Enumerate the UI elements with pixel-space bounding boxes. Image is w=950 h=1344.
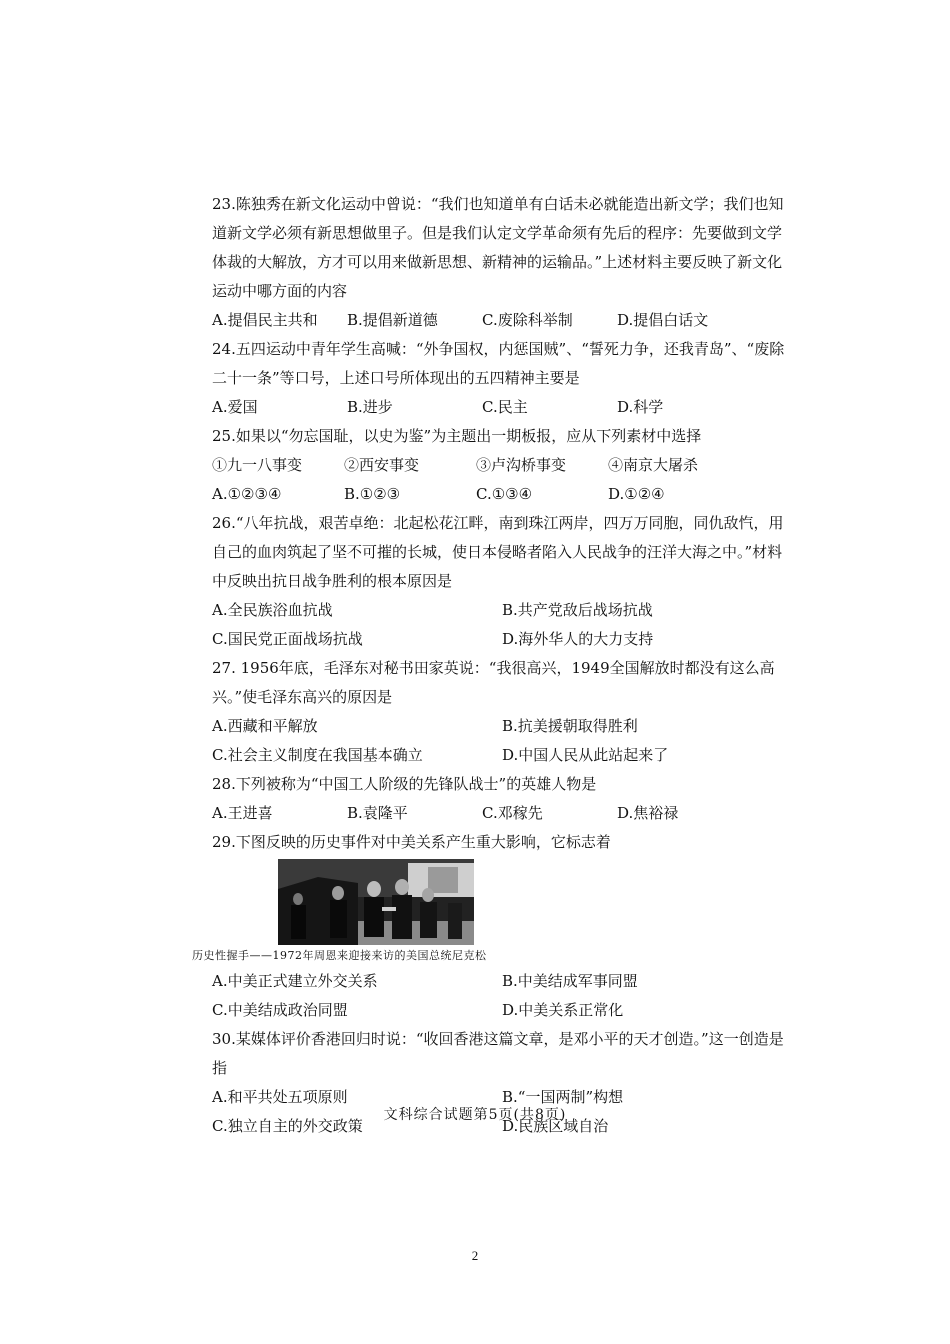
question-25-stem: 25.如果以“勿忘国耻，以史为鉴”为主题出一期板报，应从下列素材中选择	[212, 427, 702, 445]
page-number: 2	[471, 1248, 479, 1263]
question-30-stem: 30.某媒体评价香港回归时说：“收回香港这篇文章，是邓小平的天才创造。”这一创造是指	[212, 1030, 784, 1077]
option-c: C.①③④	[476, 485, 533, 503]
option-a: A.王进喜	[212, 804, 273, 822]
question-list	[192, 190, 792, 1141]
question-28-options	[212, 799, 792, 828]
option-d: D.中国人民从此站起来了	[502, 746, 669, 764]
handshake-photo-image	[278, 859, 474, 945]
exam-footer: 文科综合试题第5页(共8页)	[383, 1107, 567, 1123]
question-26-stem: 26.“八年抗战，艰苦卓绝：北起松花江畔，南到珠江两岸，四万万同胞，同仇敌忾，用自己的血肉筑起了坚不可摧的长城，使日本侵略者陷入人民战争的汪洋大海之中。”材料中反映出抗日战争胜利的根本原因是	[212, 514, 784, 590]
option-b: B.中美结成军事同盟	[502, 972, 638, 990]
material-4: ④南京大屠杀	[608, 456, 699, 474]
option-b: B.①②③	[344, 485, 401, 503]
question-25-materials	[212, 451, 792, 480]
question-25-options	[212, 480, 792, 509]
option-a: A.和平共处五项原则	[212, 1088, 348, 1106]
photo-caption: 历史性握手——1972年周恩来迎接来访的美国总统尼克松	[192, 949, 487, 962]
option-b: B.共产党敌后战场抗战	[502, 601, 653, 619]
option-c: C.废除科举制	[482, 311, 573, 329]
option-d: D.海外华人的大力支持	[502, 630, 654, 648]
option-b: B.袁隆平	[347, 804, 408, 822]
question-24-options	[212, 393, 792, 422]
question-28-stem: 28.下列被称为“中国工人阶级的先锋队战士”的英雄人物是	[212, 775, 597, 793]
question-23-options	[212, 306, 792, 335]
option-c: C.中美结成政治同盟	[212, 1001, 348, 1019]
option-b: B.提倡新道德	[347, 311, 438, 329]
material-2: ②西安事变	[344, 456, 420, 474]
question-27-options-row2	[212, 741, 792, 770]
option-a: A.提倡民主共和	[212, 311, 318, 329]
question-27-options-row1	[212, 712, 792, 741]
option-c: C.国民党正面战场抗战	[212, 630, 363, 648]
option-a: A.爱国	[212, 398, 258, 416]
option-a: A.西藏和平解放	[212, 717, 318, 735]
option-c: C.社会主义制度在我国基本确立	[212, 746, 423, 764]
question-29-options-row2	[212, 996, 792, 1025]
question-24-stem: 24.五四运动中青年学生高喊：“外争国权，内惩国贼”、“誓死力争，还我青岛”、“废除二十一条”等口号，上述口号所体现出的五四精神主要是	[212, 340, 785, 387]
option-c: C.独立自主的外交政策	[212, 1117, 363, 1135]
question-27-stem: 27. 1956年底，毛泽东对秘书田家英说：“我很高兴，1949全国解放时都没有这么高兴。”使毛泽东高兴的原因是	[212, 659, 775, 706]
option-d: D.提倡白话文	[617, 311, 709, 329]
material-1: ①九一八事变	[212, 456, 303, 474]
question-23-stem: 23.陈独秀在新文化运动中曾说：“我们也知道单有白话未必就能造出新文学；我们也知道新文学必须有新思想做里子。但是我们认定文学革命须有先后的程序：先要做到文学体裁的大解放，方才可以用来做新思想、新精神的运输品。”上述材料主要反映了新文化运动中哪方面的内容	[212, 195, 784, 300]
option-d: D.①②④	[608, 485, 665, 503]
handshake-photo	[278, 859, 474, 945]
option-c: C.邓稼先	[482, 804, 543, 822]
question-26-options-row2	[212, 625, 792, 654]
option-a: A.中美正式建立外交关系	[212, 972, 378, 990]
option-c: C.民主	[482, 398, 528, 416]
option-a: A.全民族浴血抗战	[212, 601, 333, 619]
option-b: B.抗美援朝取得胜利	[502, 717, 638, 735]
material-3: ③卢沟桥事变	[476, 456, 567, 474]
option-d: D.科学	[617, 398, 664, 416]
question-29-stem: 29.下图反映的历史事件对中美关系产生重大影响，它标志着	[212, 833, 611, 851]
question-26-options-row1	[212, 596, 792, 625]
question-29-options-row1	[212, 967, 792, 996]
option-b: B.“一国两制”构想	[502, 1088, 624, 1106]
option-a: A.①②③④	[212, 485, 282, 503]
option-d: D.民族区域自治	[502, 1117, 609, 1135]
option-d: D.焦裕禄	[617, 804, 679, 822]
option-d: D.中美关系正常化	[502, 1001, 624, 1019]
option-b: B.进步	[347, 398, 393, 416]
